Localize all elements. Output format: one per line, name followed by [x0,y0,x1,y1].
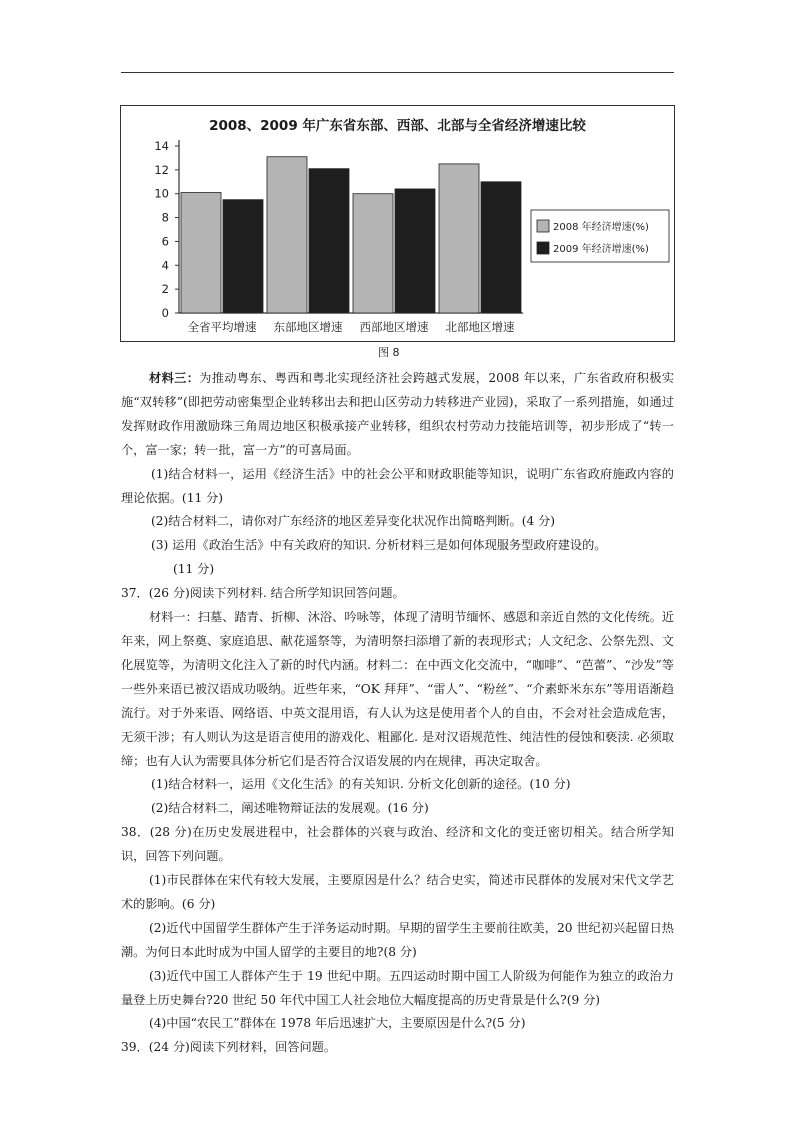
legend-label: 2009 年经济增速(%) [553,244,649,255]
q38-heading: 38．(28 分)在历史发展进程中，社会群体的兴衰与政治、经济和文化的变迁密切相关。结合所学知识，回答下列问题。 [121,825,674,864]
y-tick-label: 14 [154,139,169,153]
bar-2009-3 [395,189,435,313]
question-text [121,367,674,1060]
bar-chart [121,106,674,341]
q36-part-3: (3) 运用《政治生活》中有关政府的知识. 分析材料三是如何体现服务型政府建设的。 [151,538,607,553]
q37-heading: 37．(26 分)阅读下列材料. 结合所学知识回答问题。 [121,586,405,601]
material-3-body: 为推动粤东、粤西和粤北实现经济社会跨越式发展，2008 年以来，广东省政府积极实施“双转移”(即把劳动密集型企业转移出去和把山区劳动力转移进产业园)，采取了一系列措施，如通过发挥财政作用激励珠三角周边地区积极承接产业转移，组织农村劳动力技能培训等，初步形成了“转一个，富一家；转一批，富一方”的可喜局面。 [121,371,675,457]
q36-part-2: (2)结合材料二，请你对广东经济的地区差异变化状况作出简略判断。(4 分) [151,514,556,529]
q38-part-4: (4)中国“农民工”群体在 1978 年后迅速扩大，主要原因是什么?(5 分) [149,1016,526,1031]
q38-part-1: (1)市民群体在宋代有较大发展，主要原因是什么？结合史实，简述市民群体的发展对宋代文学艺术的影响。(6 分) [121,873,674,911]
header-rule [121,72,674,73]
material-3-label: 材料三： [149,371,200,385]
bar-2009-1 [223,200,263,313]
legend-swatch [537,220,549,232]
y-tick-label: 2 [161,282,169,297]
y-tick-label: 12 [154,162,169,177]
material-3 [121,367,674,463]
q37-part-1: (1)结合材料一，运用《文化生活》的有关知识. 分析文化创新的途径。(10 分) [151,777,571,792]
q39-heading: 39．(24 分)阅读下列材料，回答问题。 [121,1040,337,1055]
q38-part-3: (3)近代中国工人群体产生于 19 世纪中期。五四运动时期中国工人阶级为何能作为独立的政治力量登上历史舞台?20 世纪 50 年代中国工人社会地位大幅度提高的历史背景是什么?(9 分) [121,968,674,1007]
y-tick-label: 6 [161,234,169,249]
x-category-label: 北部地区增速 [445,320,515,334]
bar-2008-2 [267,157,307,313]
bar-2009-2 [309,169,349,313]
bar-2008-3 [353,194,393,313]
x-category-label: 西部地区增速 [359,320,429,334]
q36-part-1: (1)结合材料一，运用《经济生活》中的社会公平和财政职能等知识，说明广东省政府施政内容的理论依据。(11 分) [121,466,674,505]
q38-part-2: (2)近代中国留学生群体产生于洋务运动时期。早期的留学生主要前往欧美，20 世纪初兴起留日热潮。为何日本此时成为中国人留学的主要目的地?(8 分) [121,920,674,959]
q36-part-3-points: (11 分) [173,562,215,577]
legend-swatch [537,242,549,254]
y-tick-label: 4 [161,258,169,273]
figure-8 [120,105,675,342]
q37-part-2: (2)结合材料二，阐述唯物辩证法的发展观。(16 分) [151,801,429,816]
bar-2008-4 [439,164,479,313]
y-tick-label: 8 [161,210,169,225]
y-tick-label: 0 [161,306,169,320]
figure-caption: 图 8 [378,346,400,359]
x-category-label: 全省平均增速 [187,320,257,334]
bar-2009-4 [481,182,521,313]
bar-2008-1 [181,193,221,313]
chart-title: 2008、2009 年广东省东部、西部、北部与全省经济增速比较 [209,118,586,134]
q37-materials: 材料一：扫墓、踏青、折柳、沐浴、吟咏等，体现了清明节缅怀、感恩和亲近自然的文化传统。近年来，网上祭奠、家庭追思、献花遥祭等，为清明祭扫添增了新的表现形式；人文纪念、公祭先烈、文化展览等，为清明文化注入了新的时代内涵。材料二：在中西文化交流中，“咖啡”、“芭蕾”、“沙发”等一些外来语已被汉语成功吸纳。近些年来，“OK 拜拜”、“雷人”、“粉丝”、“介素虾米东东”等用语渐趋流行。对于外来语、网络语、中英文混用语，有人认为这是使用者个人的自由，不会对社会造成危害，无须干涉；有人则认为这是语言使用的游戏化、粗鄙化. 是对汉语规范性、纯洁性的侵蚀和亵渎. 必须取缔；也有人认为需要具体分析它们是否符合汉语发展的内在规律，再决定取舍。 [121,610,674,768]
y-tick-label: 10 [154,186,169,201]
x-category-label: 东部地区增速 [273,320,343,334]
legend-label: 2008 年经济增速(%) [553,222,649,233]
